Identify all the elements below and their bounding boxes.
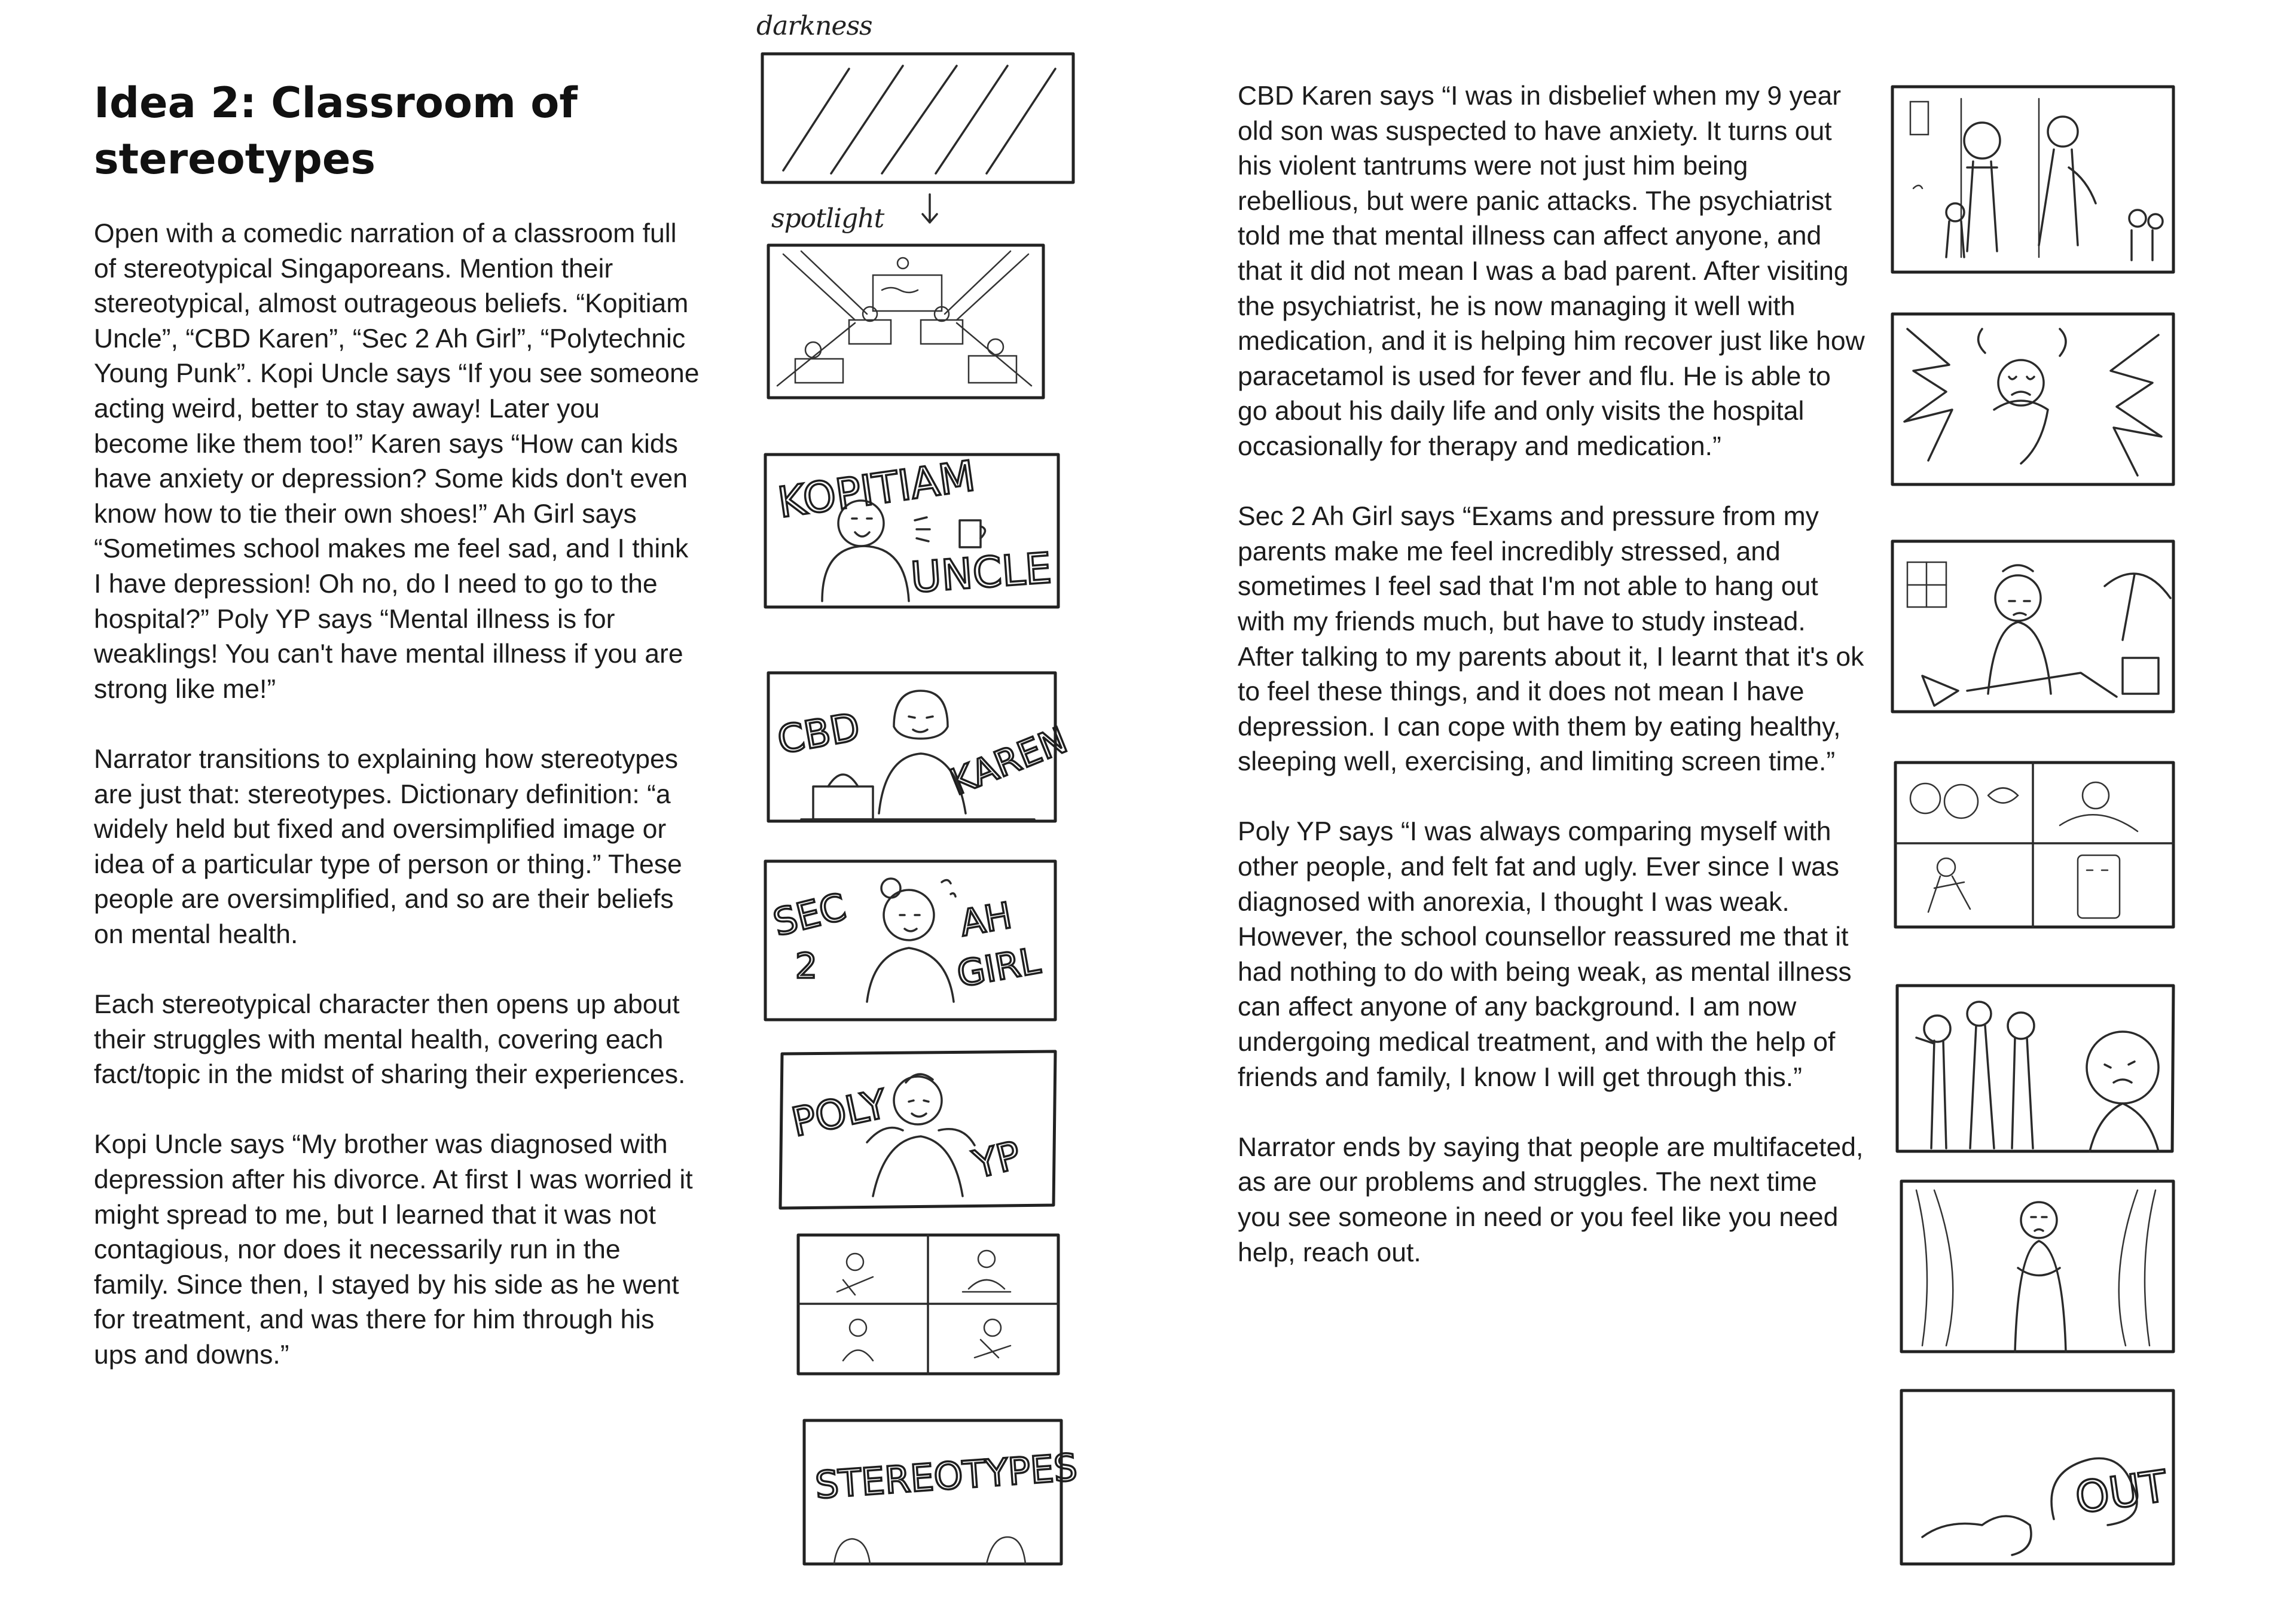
note-spotlight: spotlight <box>771 203 884 234</box>
panel-panic-attack <box>1889 311 2176 490</box>
panel-poly-yp-spotlight <box>1898 1178 2176 1358</box>
paragraph-intro: Open with a comedic narration of a classroom full of stereotypical Singaporeans. Mention their stereotypical, almost outrageous beliefs. “Kopitiam Uncle”, “CBD Karen”, “Sec 2 Ah Girl”, “Polytechnic Young Punk”. Kopi Uncle says “If you see someone acting weird, better to stay away! Later you become like them too!” Karen says “How can kids have anxiety or depression? Some kids don't even know how to tie their own shoes!” Ah Girl says “Sometimes school makes me feel sad, and I think I have depression! Oh no, do I need to go to the hospital?” Poly YP says “Mental illness is for weaklings! You can't have mental illness if you are strong like me!” <box>94 219 700 704</box>
panel-poly-yp <box>777 1047 1058 1214</box>
paragraph-kopi-uncle: Kopi Uncle says “My brother was diagnosed with depression after his divorce. At first I was worried it might spread to me, but I learned that it was not contagious, nor does it necessarily run in the family. Since then, I stayed by his side as he went for treatment, and was there for him through his ups and downs.” <box>94 1130 693 1370</box>
paragraph-ah-girl: Sec 2 Ah Girl says “Exams and pressure from my parents make me feel incredibly stressed, and sometimes I feel sad that I'm not able to hang out with my friends much, but have to study instead. After talking to my parents about it, I learnt that it's ok to feel these things, and it does not mean I have depression. I can cope with them by eating healthy, sleeping well, exercising, and limiting screen time.” <box>1238 502 1864 777</box>
label-cbd: CBD <box>774 705 863 763</box>
note-darkness: darkness <box>756 11 872 41</box>
label-ah: AH <box>957 894 1015 945</box>
panel-stereotypes-banner <box>801 1417 1079 1570</box>
paragraph-narrator-ending: Narrator ends by saying that people are multifaceted, as are our problems and struggles. The next time you see someone in need or you feel like you need help, reach out. <box>1238 1132 1864 1267</box>
label-stereotypes: STEREOTYPES <box>813 1445 1079 1507</box>
label-sec: SEC <box>768 885 850 945</box>
panel-karen-son-hospital <box>1889 84 2176 278</box>
paragraph-stereotype-definition: Narrator transitions to explaining how stereotypes are just that: stereotypes. Dictionary definition: “a widely held but fixed and oversimplified image or idea of a particular type of person or thing.” These people are oversimplified, and so are their beliefs on mental health. <box>94 744 682 949</box>
panel-healthy-coping-grid <box>1892 760 2176 933</box>
panel-poly-yp-comparing <box>1892 981 2176 1157</box>
panel-reach-out <box>1898 1388 2176 1570</box>
label-out: OUT <box>2072 1460 2170 1523</box>
paragraph-cbd-karen: CBD Karen says “I was in disbelief when my 9 year old son was suspected to have anxiety. It turns out his violent tantrums were not just him being rebellious, but were panic attacks. The psychiatrist told me that mental illness can affect anyone, and that it did not mean I was a bad parent. After visiting the psychiatrist, he is now managing it well with medication, and it is helping him recover just like how paracetamol is used for fever and flu. He is able to go about his daily life and only visits the hospital occasionally for therapy and medication.” <box>1238 81 1865 461</box>
label-uncle: UNCLE <box>909 543 1054 602</box>
panel-cbd-karen <box>765 670 1073 825</box>
panel-sec2-ah-girl <box>762 858 1058 1026</box>
label-karen: KAREN <box>944 719 1073 804</box>
panel-kopitiam-uncle <box>762 452 1061 610</box>
label-two: 2 <box>795 946 817 986</box>
panel-four-characters-grid <box>795 1232 1061 1379</box>
panel-ah-girl-studying <box>1889 538 2176 718</box>
label-girl: GIRL <box>954 940 1043 996</box>
left-column-text <box>94 217 701 1408</box>
right-column-text <box>1238 79 1866 1306</box>
label-poly: POLY <box>787 1081 891 1146</box>
panel-darkness <box>759 51 1076 188</box>
label-yp: YP <box>969 1133 1025 1188</box>
paragraph-characters-open-up: Each stereotypical character then opens up about their struggles with mental health, covering each fact/topic in the midst of sharing their experiences. <box>94 990 686 1090</box>
arrow-down-icon <box>918 191 942 227</box>
panel-spotlight-classroom <box>765 242 1046 404</box>
page-title: Idea 2: Classroom of stereotypes <box>94 78 578 184</box>
label-kopitiam: KOPITIAM <box>774 451 978 527</box>
paragraph-poly-yp: Poly YP says “I was always comparing myself with other people, and felt fat and ugly. Ever since I was diagnosed with anorexia, I thought I was weak. However, the school counsellor reassured me that it had nothing to do with being weak, as mental illness can affect anyone of any background. I am now undergoing medical treatment, and with the help of friends and family, I know I will get through this.” <box>1238 817 1852 1092</box>
